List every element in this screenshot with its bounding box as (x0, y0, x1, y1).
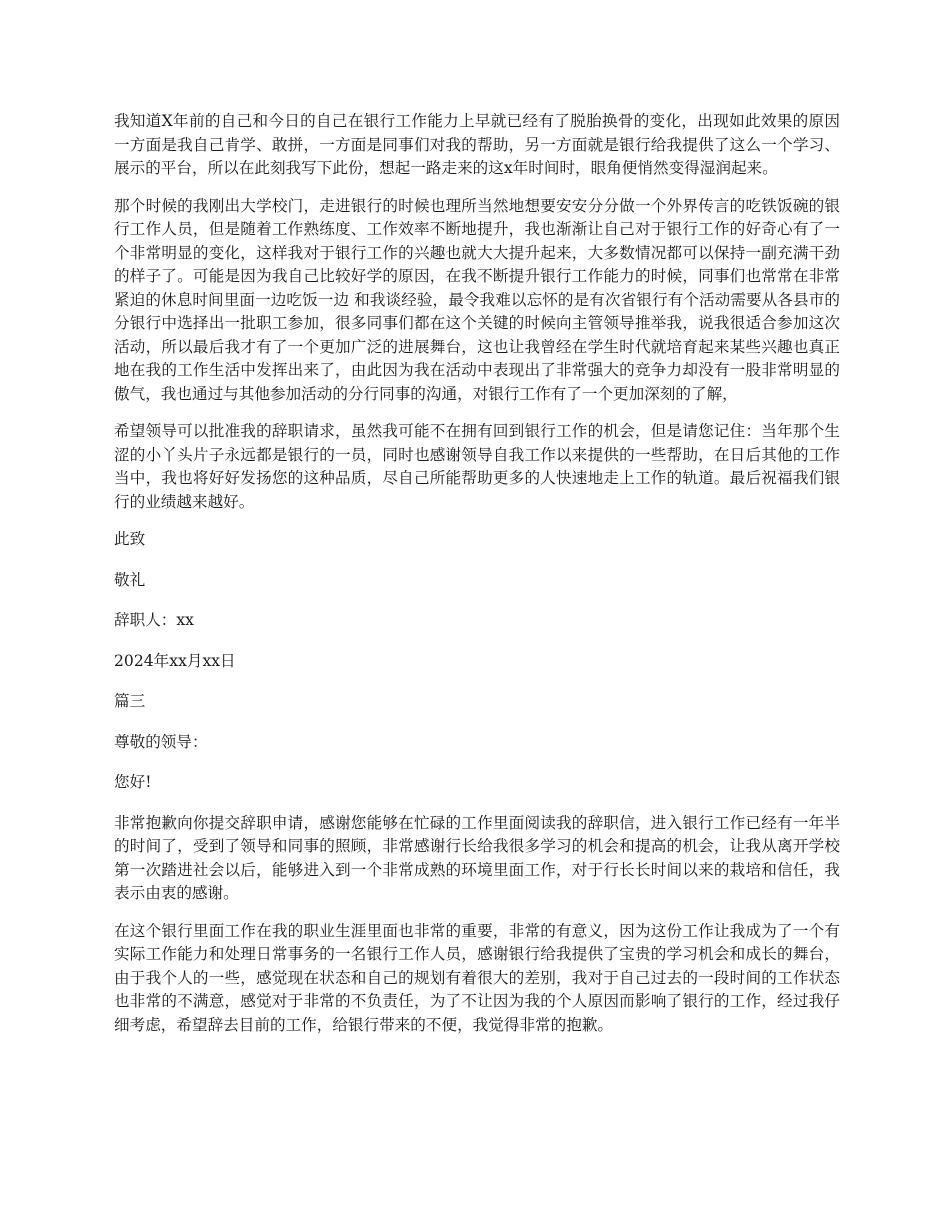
paragraph-5: 在这个银行里面工作在我的职业生涯里面也非常的重要，非常的有意义，因为这份工作让我成为了一个有实际工作能力和处理日常事务的一名银行工作人员，感谢银行给我提供了宝贵的学习机会和成长的舞台，由于我个人的一些，感觉现在状态和自己的规划有着很大的差别，我对于自己过去的一段时间的工作状态也非常的不满意，感觉对于非常的不负责任，为了不让因为我的个人原因而影响了银行的工作，经过我仔细考虑，希望辞去目前的工作，给银行带来的不便，我觉得非常的抱歉。 (114, 921, 840, 1034)
paragraph-4: 非常抱歉向你提交辞职申请，感谢您能够在忙碌的工作里面阅读我的辞职信，进入银行工作已经有一年半的时间了，受到了领导和同事的照顾，非常感谢行长给我很多学习的机会和提高的机会，让我从离开学校第一次踏进社会以后，能够进入到一个非常成熟的环境里面工作，对于行长长时间以来的栽培和信任，我表示由衷的感谢。 (114, 813, 840, 902)
closing-cizhi: 此致 (114, 530, 146, 548)
paragraph-2: 那个时候的我刚出大学校门，走进银行的时候也理所当然地想要安安分分做一个外界传言的吃铁饭碗的银行工作人员，但是随着工作熟练度、工作效率不断地提升，我也渐渐让自己对于银行工作的好奇心有了一个非常明显的变化，这样我对于银行工作的兴趣也就大大提升起来，大多数情况都可以保持一副充满干劲的样子了。可能是因为我自己比较好学的原因，在我不断提升银行工作能力的时候，同事们也常常在非常紧迫的休息时间里面一边吃饭一边 和我谈经验，最令我难以忘怀的是有次省银行有个活动需要从各县市的分银行中选择出一批职工参加，很多同事们都在这个关键的时候向主管领导推举我，说我很适合参加这次活动，所以最后我才有了一个更加广泛的进展舞台，这也让我曾经在学生时代就培育起来某些兴趣也真正地在我的工作生活中发挥出来了，由此因为我在活动中表现出了非常强大的竞争力却没有一股非常明显的傲气，我也通过与其他参加活动的分行同事的沟通，对银行工作有了一个更加深刻的了解， (114, 196, 840, 403)
section-title: 篇三 (114, 692, 146, 710)
greeting: 您好! (114, 773, 152, 791)
salutation: 尊敬的领导： (114, 732, 208, 751)
paragraph-1: 我知道X年前的自己和今日的自己在银行工作能力上早就已经有了脱胎换骨的变化，出现如此效果的原因一方面是我自己肯学、敢拼，一方面是同事们对我的帮助，另一方面就是银行给我提供了这么一个学习、展示的平台，所以在此刻我写下此份，想起一路走来的这x年时间时，眼角便悄然变得湿润起来。 (114, 112, 840, 177)
closing-jingli: 敬礼 (114, 570, 146, 589)
paragraph-3: 希望领导可以批准我的辞职请求，虽然我可能不在拥有回到银行工作的机会，但是请您记住：当年那个生涩的小丫头片子永远都是银行的一员，同时也感谢领导自我工作以来提供的一些帮助，在日后其他的工作当中，我也将好好发扬您的这种品质，尽自己所能帮助更多的人快速地走上工作的轨道。最后祝福我们银行的业绩越来越好。 (114, 422, 840, 511)
date: 2024年xx月xx日 (114, 651, 236, 670)
document-page (114, 110, 840, 1051)
signature: 辞职人：xx (114, 611, 194, 629)
